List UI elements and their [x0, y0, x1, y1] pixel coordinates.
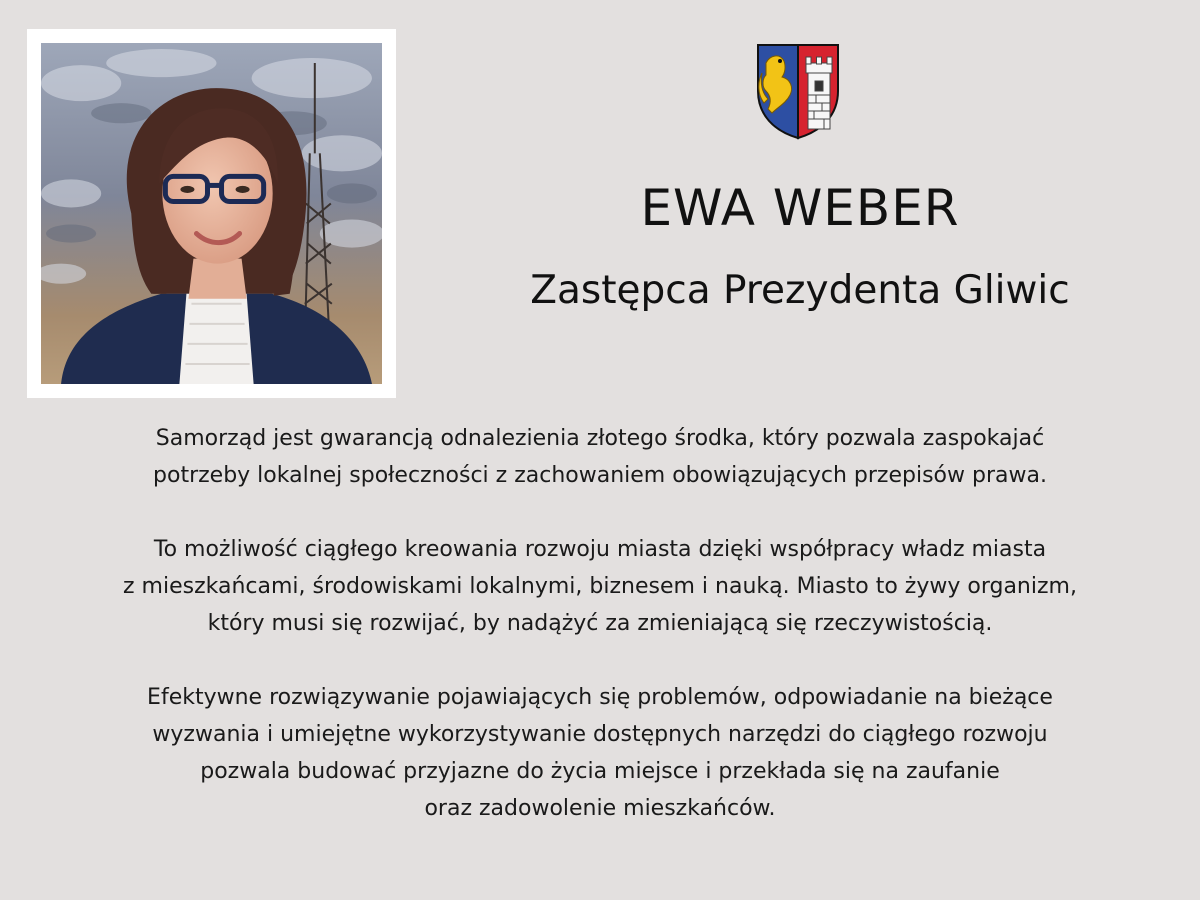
- statement-line: potrzeby lokalnej społeczności z zachowaniem obowiązujących przepisów prawa.: [153, 463, 1047, 488]
- statement-line: oraz zadowolenie mieszkańców.: [424, 796, 776, 821]
- statement-line: To możliwość ciągłego kreowania rozwoju miasta dzięki współpracy władz miasta: [153, 537, 1047, 562]
- person-name: EWA WEBER: [640, 179, 960, 237]
- portrait-frame: [27, 29, 396, 398]
- paragraph-gap: [20, 494, 1180, 531]
- statement-paragraph-2: [20, 531, 1180, 642]
- statement-text: [20, 420, 1180, 827]
- statement-paragraph-3: [20, 679, 1180, 827]
- gliwice-coat-of-arms-icon: [756, 43, 840, 140]
- person-role: Zastępca Prezydenta Gliwic: [530, 268, 1070, 313]
- statement-line: który musi się rozwijać, by nadążyć za zmieniającą się rzeczywistością.: [207, 611, 993, 636]
- statement-paragraph-1: [20, 420, 1180, 494]
- statement-line: z mieszkańcami, środowiskami lokalnymi, biznesem i nauką. Miasto to żywy organizm,: [123, 574, 1077, 599]
- paragraph-gap: [20, 642, 1180, 679]
- statement-line: wyzwania i umiejętne wykorzystywanie dostępnych narzędzi do ciągłego rozwoju: [152, 722, 1048, 747]
- statement-line: Samorząd jest gwarancją odnalezienia złotego środka, który pozwala zaspokajać: [155, 426, 1045, 451]
- portrait-photo: [41, 43, 382, 384]
- statement-line: Efektywne rozwiązywanie pojawiających się problemów, odpowiadanie na bieżące: [147, 685, 1053, 710]
- statement-line: pozwala budować przyjazne do życia miejsce i przekłada się na zaufanie: [200, 759, 1000, 784]
